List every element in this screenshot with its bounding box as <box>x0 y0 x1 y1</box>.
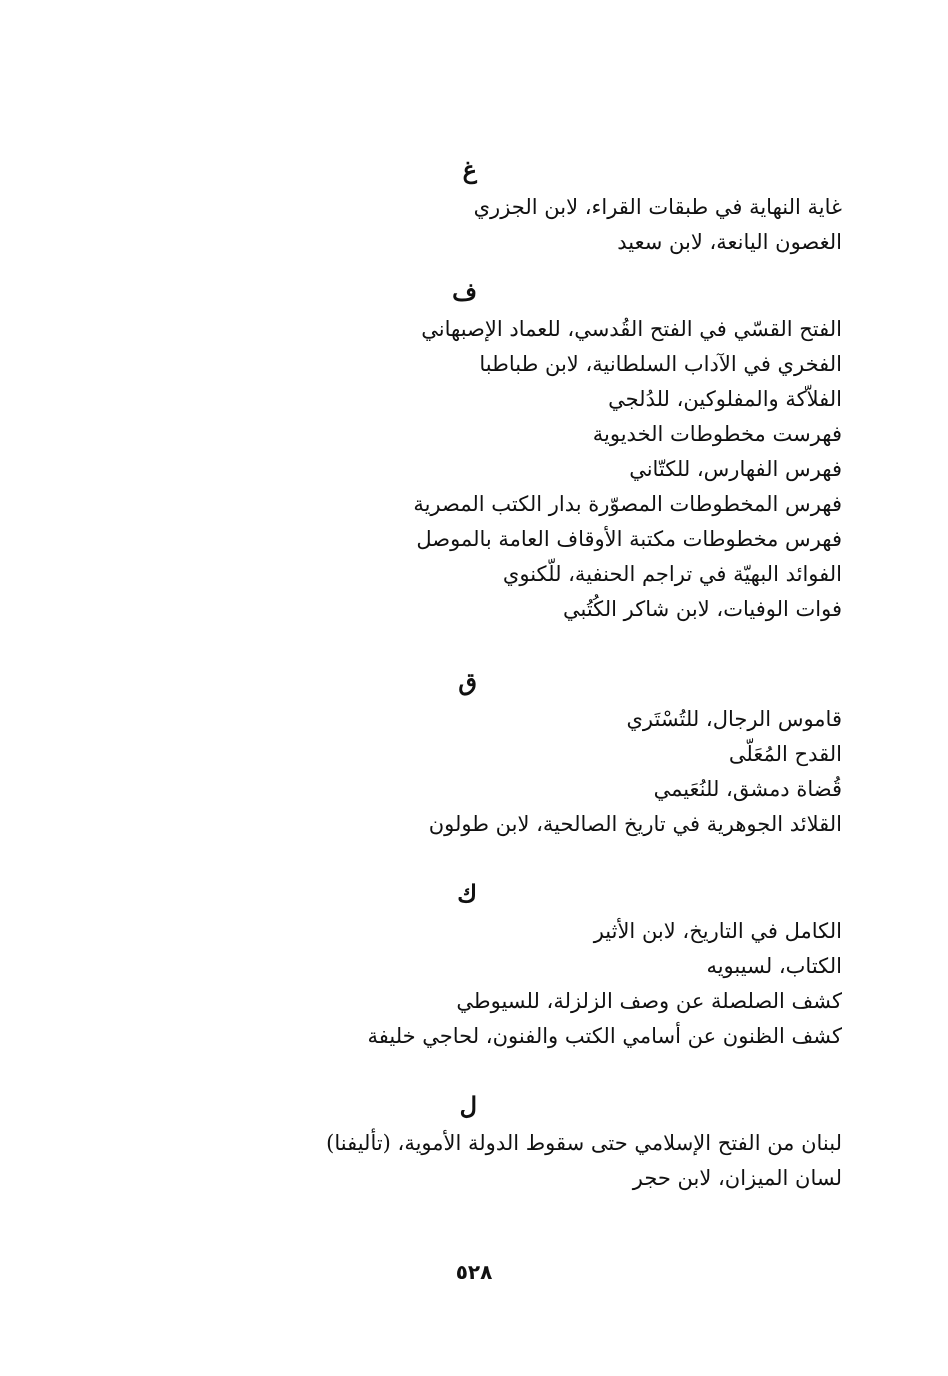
bibliography-entry: لبنان من الفتح الإسلامي حتى سقوط الدولة الأموية، (تأليفنا) <box>326 1131 842 1155</box>
section-letter: غ <box>462 155 477 184</box>
section-letter: ق <box>458 667 477 696</box>
section-lam <box>326 1086 842 1196</box>
bibliography-entry: القلائد الجوهرية في تاريخ الصالحية، لابن طولون <box>428 812 842 836</box>
bibliography-entry: فهرس الفهارس، للكتّاني <box>629 457 842 481</box>
section-kaf <box>352 874 842 1054</box>
bibliography-entry: قاموس الرجال، للتُسْتَري <box>626 707 842 731</box>
section-letter: ك <box>457 879 477 908</box>
section-ghain <box>352 150 842 260</box>
bibliography-entry: الفتح القسّي في الفتح القُدسي، للعماد الإصبهاني <box>421 317 842 341</box>
section-qaf <box>352 662 842 842</box>
section-letter: ف <box>452 277 477 306</box>
bibliography-entry: الفوائد البهيّة في تراجم الحنفية، للّكنوي <box>502 562 842 586</box>
section-fa <box>352 272 842 627</box>
bibliography-entry: كشف الصلصلة عن وصف الزلزلة، للسيوطي <box>456 989 842 1013</box>
bibliography-entry: الفخري في الآداب السلطانية، لابن طباطبا <box>479 352 842 376</box>
bibliography-entry: الكتاب، لسيبويه <box>706 954 842 978</box>
bibliography-entry: الغصون اليانعة، لابن سعيد <box>617 230 842 254</box>
bibliography-entry: الكامل في التاريخ، لابن الأثير <box>593 919 842 943</box>
bibliography-entry: فهرست مخطوطات الخديوية <box>592 422 842 446</box>
bibliography-entry: كشف الظنون عن أسامي الكتب والفنون، لحاجي خليفة <box>367 1024 842 1048</box>
bibliography-entry: قُضاة دمشق، للنُعَيمي <box>653 777 842 801</box>
bibliography-entry: فهرس المخطوطات المصوّرة بدار الكتب المصرية <box>413 492 842 516</box>
bibliography-entry: الفلاّكة والمفلوكين، للدُلجي <box>608 387 842 411</box>
bibliography-entry: لسان الميزان، لابن حجر <box>632 1166 842 1190</box>
bibliography-entry: غاية النهاية في طبقات القراء، لابن الجزري <box>473 195 842 219</box>
page-number: ٥٢٨ <box>455 1260 493 1284</box>
bibliography-entry: القدح المُعَلّى <box>728 742 842 766</box>
bibliography-entry: فهرس مخطوطات مكتبة الأوقاف العامة بالموصل <box>416 527 842 551</box>
section-letter: ل <box>459 1091 477 1120</box>
bibliography-entry: فوات الوفيات، لابن شاكر الكُتُبي <box>563 597 842 621</box>
